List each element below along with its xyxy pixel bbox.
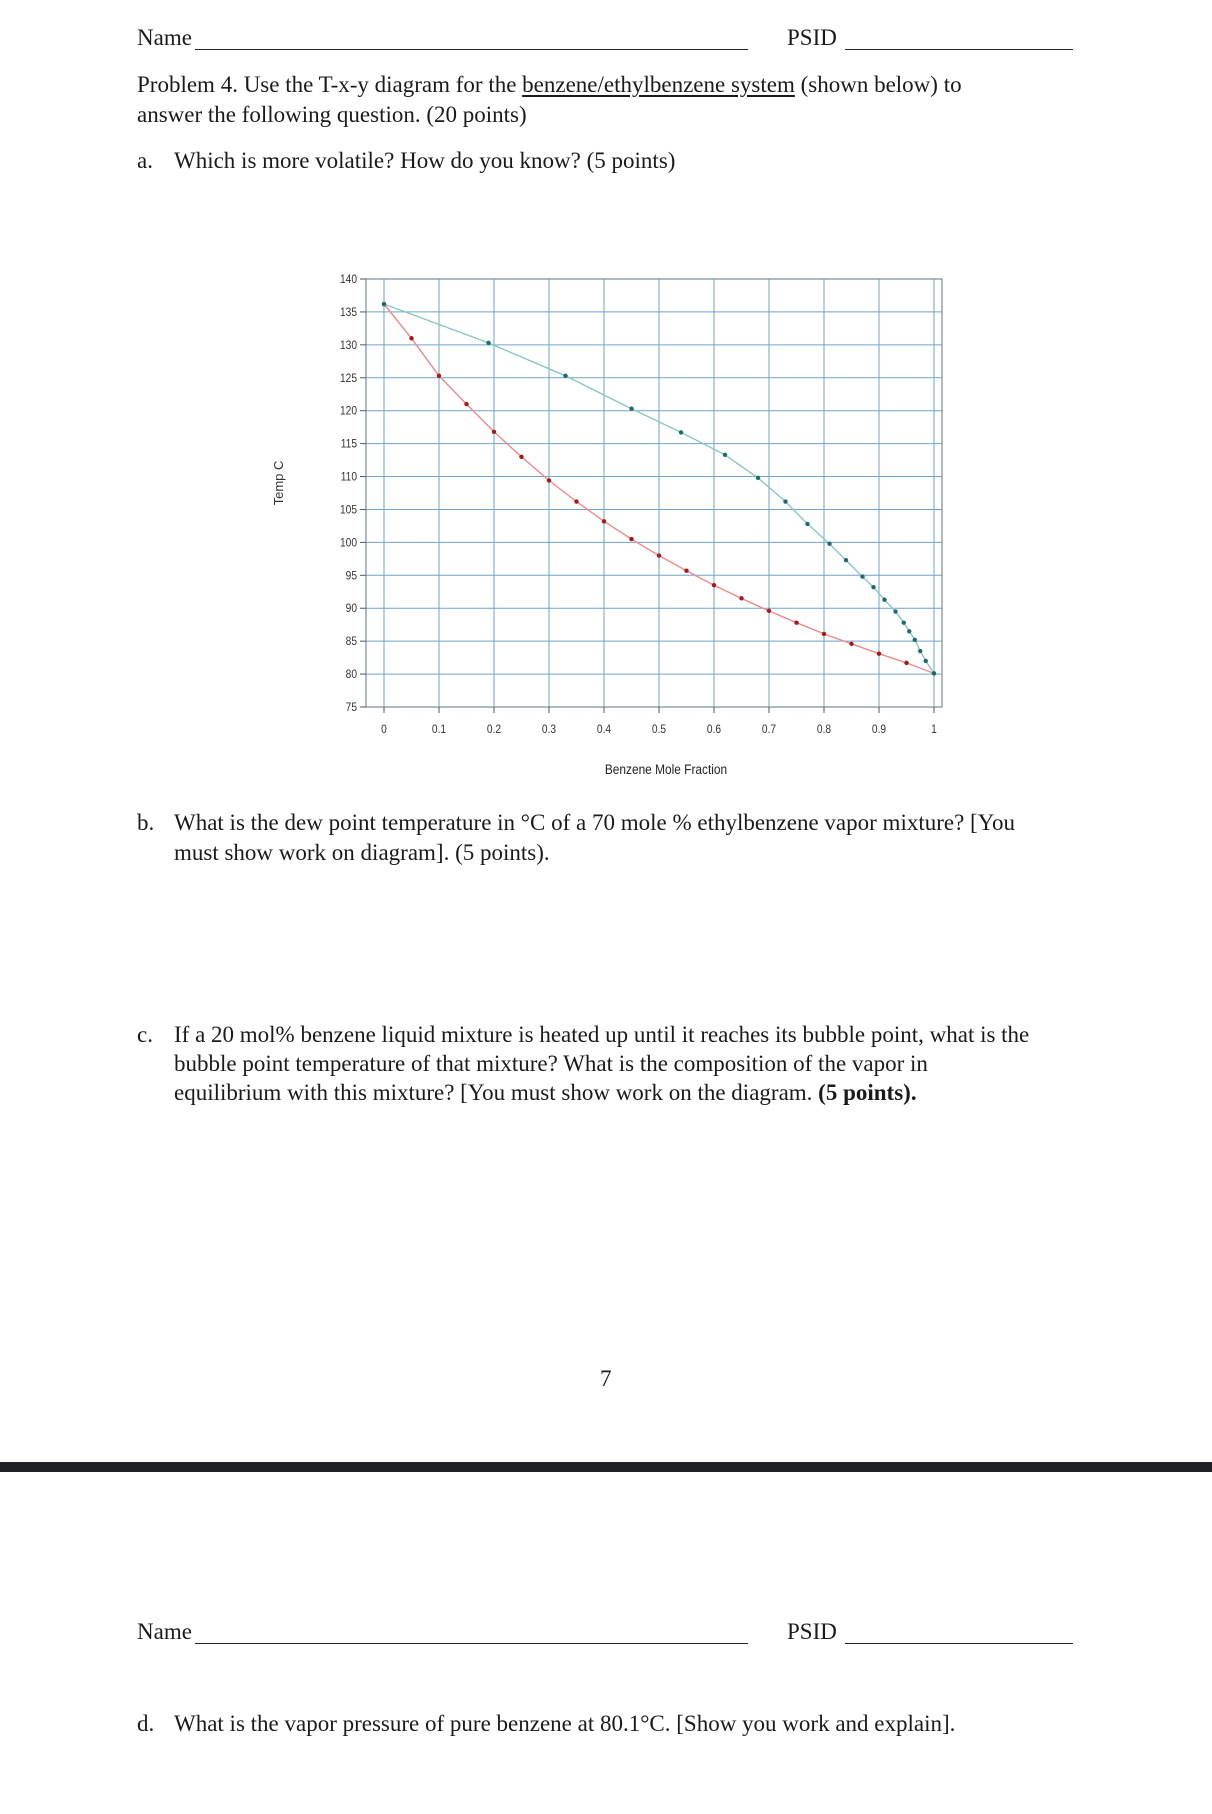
y-tick-label: 95: [345, 569, 357, 583]
bubble-point-marker: [712, 583, 716, 587]
x-axis-label: Benzene Mole Fraction: [604, 761, 728, 778]
dew-point-marker: [629, 407, 633, 411]
x-tick-label: 0.2: [486, 723, 502, 737]
question-b-line1: What is the dew point temperature in °C of a 70 mole % ethylbenzene vapor mixture? [You: [174, 810, 1016, 835]
y-tick-label: 140: [339, 273, 357, 287]
y-tick-label: 135: [339, 306, 357, 320]
y-tick-label: 110: [340, 470, 357, 484]
dew-point-marker: [907, 629, 911, 633]
bubble-point-marker: [409, 336, 413, 340]
bubble-point-marker: [794, 621, 798, 625]
dew-point-marker: [913, 638, 917, 642]
problem-intro: [137, 70, 962, 100]
psid-label: PSID: [787, 25, 837, 50]
dew-point-marker: [902, 621, 906, 625]
intro-prefix: Problem 4. Use the T-x-y diagram for the: [137, 72, 523, 97]
bubble-point-marker: [904, 661, 908, 665]
y-tick-label: 75: [345, 701, 357, 715]
question-c-points: (5 points).: [818, 1080, 917, 1105]
dew-point-marker: [893, 609, 897, 613]
chart-grid: [366, 279, 942, 707]
x-tick-label: 0.5: [651, 723, 667, 737]
bubble-point-marker: [739, 596, 743, 600]
dew-point-marker: [924, 659, 928, 663]
question-c-marker: c.: [137, 1022, 153, 1047]
bubble-point-marker: [519, 455, 523, 459]
psid-blank-2[interactable]: [845, 1643, 1073, 1644]
dew-point-marker: [871, 585, 875, 589]
x-tick-label: 1: [931, 723, 937, 737]
problem-intro-line2: answer the following question. (20 points): [137, 102, 527, 127]
name-blank[interactable]: [195, 49, 748, 50]
question-a-marker: a.: [137, 148, 153, 173]
question-d-text: What is the vapor pressure of pure benzene at 80.1°C. [Show you work and explain].: [174, 1711, 956, 1736]
txy-diagram: [250, 265, 970, 785]
y-tick-label: 100: [339, 536, 357, 550]
dew-point-marker: [932, 671, 936, 675]
y-tick-label: 120: [339, 404, 357, 418]
x-tick-label: 0.9: [871, 723, 887, 737]
y-tick-label: 80: [345, 668, 357, 682]
bubble-point-marker: [657, 553, 661, 557]
psid-blank[interactable]: [845, 49, 1073, 50]
page-divider: [0, 1462, 1212, 1472]
y-tick-label: 105: [339, 503, 357, 517]
page-number: 7: [600, 1366, 612, 1391]
dew-point-marker: [860, 574, 864, 578]
question-c-line3: [174, 1078, 917, 1108]
plot-frame: [366, 279, 942, 707]
x-tick-label: 0.7: [761, 723, 777, 737]
dew-point-marker: [756, 476, 760, 480]
dew-point-marker: [382, 302, 386, 306]
question-d-marker: d.: [137, 1711, 155, 1736]
x-tick-label: 0.6: [706, 723, 722, 737]
name-label-2: Name: [137, 1619, 192, 1644]
x-tick-label: 0.8: [816, 723, 832, 737]
question-c-line1: If a 20 mol% benzene liquid mixture is heated up until it reaches its bubble point, what is the: [174, 1022, 1030, 1047]
bubble-point-marker: [767, 609, 771, 613]
y-tick-label: 130: [339, 339, 357, 353]
y-tick-label: 90: [345, 602, 357, 616]
chart-axes: [340, 273, 937, 736]
y-tick-label: 125: [339, 372, 357, 386]
question-b-marker: b.: [137, 810, 155, 835]
question-b-line2: must show work on diagram]. (5 points).: [174, 840, 550, 865]
y-tick-label: 85: [345, 635, 357, 649]
y-tick-label: 115: [340, 437, 357, 451]
bubble-point-marker: [547, 478, 551, 482]
bubble-point-marker: [822, 632, 826, 636]
dew-point-marker: [882, 597, 886, 601]
dew-point-marker: [679, 430, 683, 434]
x-tick-label: 0: [381, 723, 387, 737]
intro-link: benzene/ethylbenzene system: [522, 72, 795, 97]
dew-point-marker: [827, 542, 831, 546]
question-c-line2: bubble point temperature of that mixture? What is the composition of the vapor in: [174, 1051, 928, 1076]
bubble-point-marker: [492, 430, 496, 434]
y-axis-label: Temp C: [271, 460, 286, 506]
bubble-point-marker: [574, 499, 578, 503]
x-tick-label: 0.1: [431, 723, 447, 737]
psid-label-2: PSID: [787, 1619, 837, 1644]
bubble-point-marker: [877, 651, 881, 655]
name-blank-2[interactable]: [195, 1643, 748, 1644]
question-a-text: Which is more volatile? How do you know? (5 points): [174, 148, 676, 173]
x-tick-label: 0.4: [596, 723, 612, 737]
bubble-point-marker: [684, 568, 688, 572]
dew-point-marker: [844, 558, 848, 562]
dew-point-marker: [805, 522, 809, 526]
dew-point-marker: [563, 374, 567, 378]
dew-point-marker: [486, 341, 490, 345]
name-label: Name: [137, 25, 192, 50]
intro-suffix: (shown below) to: [794, 72, 962, 97]
dew-point-marker: [918, 649, 922, 653]
question-c-line3-text: equilibrium with this mixture? [You must show work on the diagram.: [174, 1080, 819, 1105]
bubble-point-marker: [602, 519, 606, 523]
dew-point-marker: [723, 453, 727, 457]
bubble-point-marker: [849, 642, 853, 646]
dew-point-marker: [783, 499, 787, 503]
bubble-point-marker: [629, 537, 633, 541]
bubble-point-marker: [437, 374, 441, 378]
x-tick-label: 0.3: [541, 723, 557, 737]
bubble-point-marker: [464, 402, 468, 406]
